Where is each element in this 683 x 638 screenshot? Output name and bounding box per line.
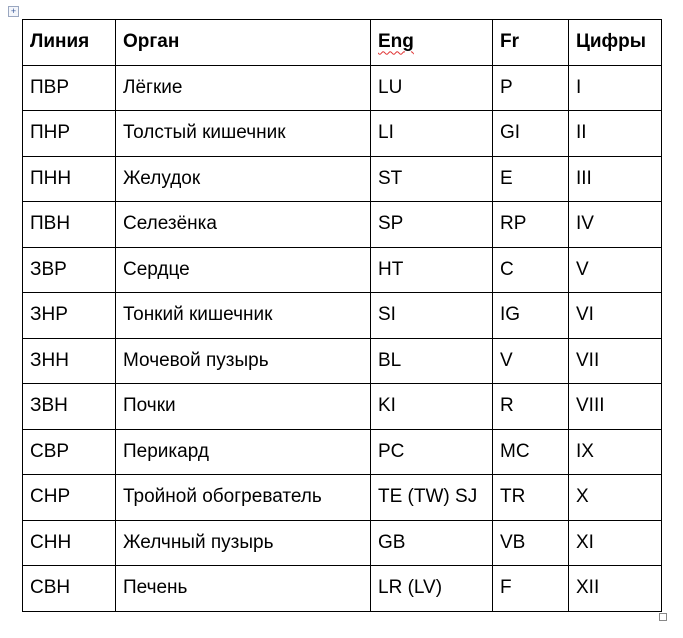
cell-eng: LI [371, 111, 493, 157]
cell-eng: PC [371, 429, 493, 475]
cell-organ: Желчный пузырь [116, 520, 371, 566]
cell-numbers: VI [569, 293, 662, 339]
cell-fr: RP [493, 202, 569, 248]
cell-numbers: VIII [569, 384, 662, 430]
cell-eng: LU [371, 65, 493, 111]
cell-fr: GI [493, 111, 569, 157]
cell-numbers: X [569, 475, 662, 521]
table-row [23, 566, 662, 612]
cell-line: СВР [23, 429, 116, 475]
cell-fr: F [493, 566, 569, 612]
table-row [23, 338, 662, 384]
cell-organ: Толстый кишечник [116, 111, 371, 157]
cell-line: ЗВН [23, 384, 116, 430]
cell-line: ПВН [23, 202, 116, 248]
table-move-handle-icon[interactable]: + [8, 6, 19, 17]
cell-eng: BL [371, 338, 493, 384]
cell-fr: P [493, 65, 569, 111]
cell-organ: Желудок [116, 156, 371, 202]
cell-numbers: I [569, 65, 662, 111]
header-eng [371, 20, 493, 66]
cell-fr: TR [493, 475, 569, 521]
cell-organ: Тонкий кишечник [116, 293, 371, 339]
cell-eng: GB [371, 520, 493, 566]
table-header-row [23, 20, 662, 66]
cell-fr: C [493, 247, 569, 293]
cell-numbers: XI [569, 520, 662, 566]
header-organ: Орган [116, 20, 371, 66]
cell-organ: Перикард [116, 429, 371, 475]
cell-eng: HT [371, 247, 493, 293]
cell-eng: ST [371, 156, 493, 202]
cell-numbers: VII [569, 338, 662, 384]
cell-organ: Мочевой пузырь [116, 338, 371, 384]
table-row [23, 520, 662, 566]
table-row [23, 475, 662, 521]
cell-numbers: IV [569, 202, 662, 248]
cell-fr: R [493, 384, 569, 430]
cell-numbers: XII [569, 566, 662, 612]
cell-organ: Тройной обогреватель [116, 475, 371, 521]
table-row [23, 202, 662, 248]
cell-fr: VB [493, 520, 569, 566]
cell-line: ЗВР [23, 247, 116, 293]
table-row [23, 293, 662, 339]
cell-line: ЗНН [23, 338, 116, 384]
cell-eng: TE (TW) SJ [371, 475, 493, 521]
table-row [23, 111, 662, 157]
cell-fr: IG [493, 293, 569, 339]
table-resize-handle[interactable] [659, 613, 667, 621]
cell-line: СНР [23, 475, 116, 521]
header-eng-text: Eng [378, 31, 414, 53]
cell-organ: Лёгкие [116, 65, 371, 111]
table-row [23, 247, 662, 293]
cell-line: СВН [23, 566, 116, 612]
cell-eng: SP [371, 202, 493, 248]
header-line: Линия [23, 20, 116, 66]
cell-organ: Печень [116, 566, 371, 612]
cell-organ: Селезёнка [116, 202, 371, 248]
table-row [23, 156, 662, 202]
cell-line: ПВР [23, 65, 116, 111]
organ-table [22, 19, 662, 612]
header-numbers: Цифры [569, 20, 662, 66]
header-fr: Fr [493, 20, 569, 66]
cell-line: ЗНР [23, 293, 116, 339]
cell-eng: LR (LV) [371, 566, 493, 612]
cell-eng: KI [371, 384, 493, 430]
cell-fr: V [493, 338, 569, 384]
table-row [23, 429, 662, 475]
cell-fr: MC [493, 429, 569, 475]
cell-line: ПНН [23, 156, 116, 202]
cell-numbers: III [569, 156, 662, 202]
cell-eng: SI [371, 293, 493, 339]
cell-numbers: II [569, 111, 662, 157]
cell-line: СНН [23, 520, 116, 566]
table-row [23, 65, 662, 111]
cell-numbers: IX [569, 429, 662, 475]
cell-organ: Почки [116, 384, 371, 430]
cell-numbers: V [569, 247, 662, 293]
table-row [23, 384, 662, 430]
cell-line: ПНР [23, 111, 116, 157]
cell-fr: E [493, 156, 569, 202]
cell-organ: Сердце [116, 247, 371, 293]
